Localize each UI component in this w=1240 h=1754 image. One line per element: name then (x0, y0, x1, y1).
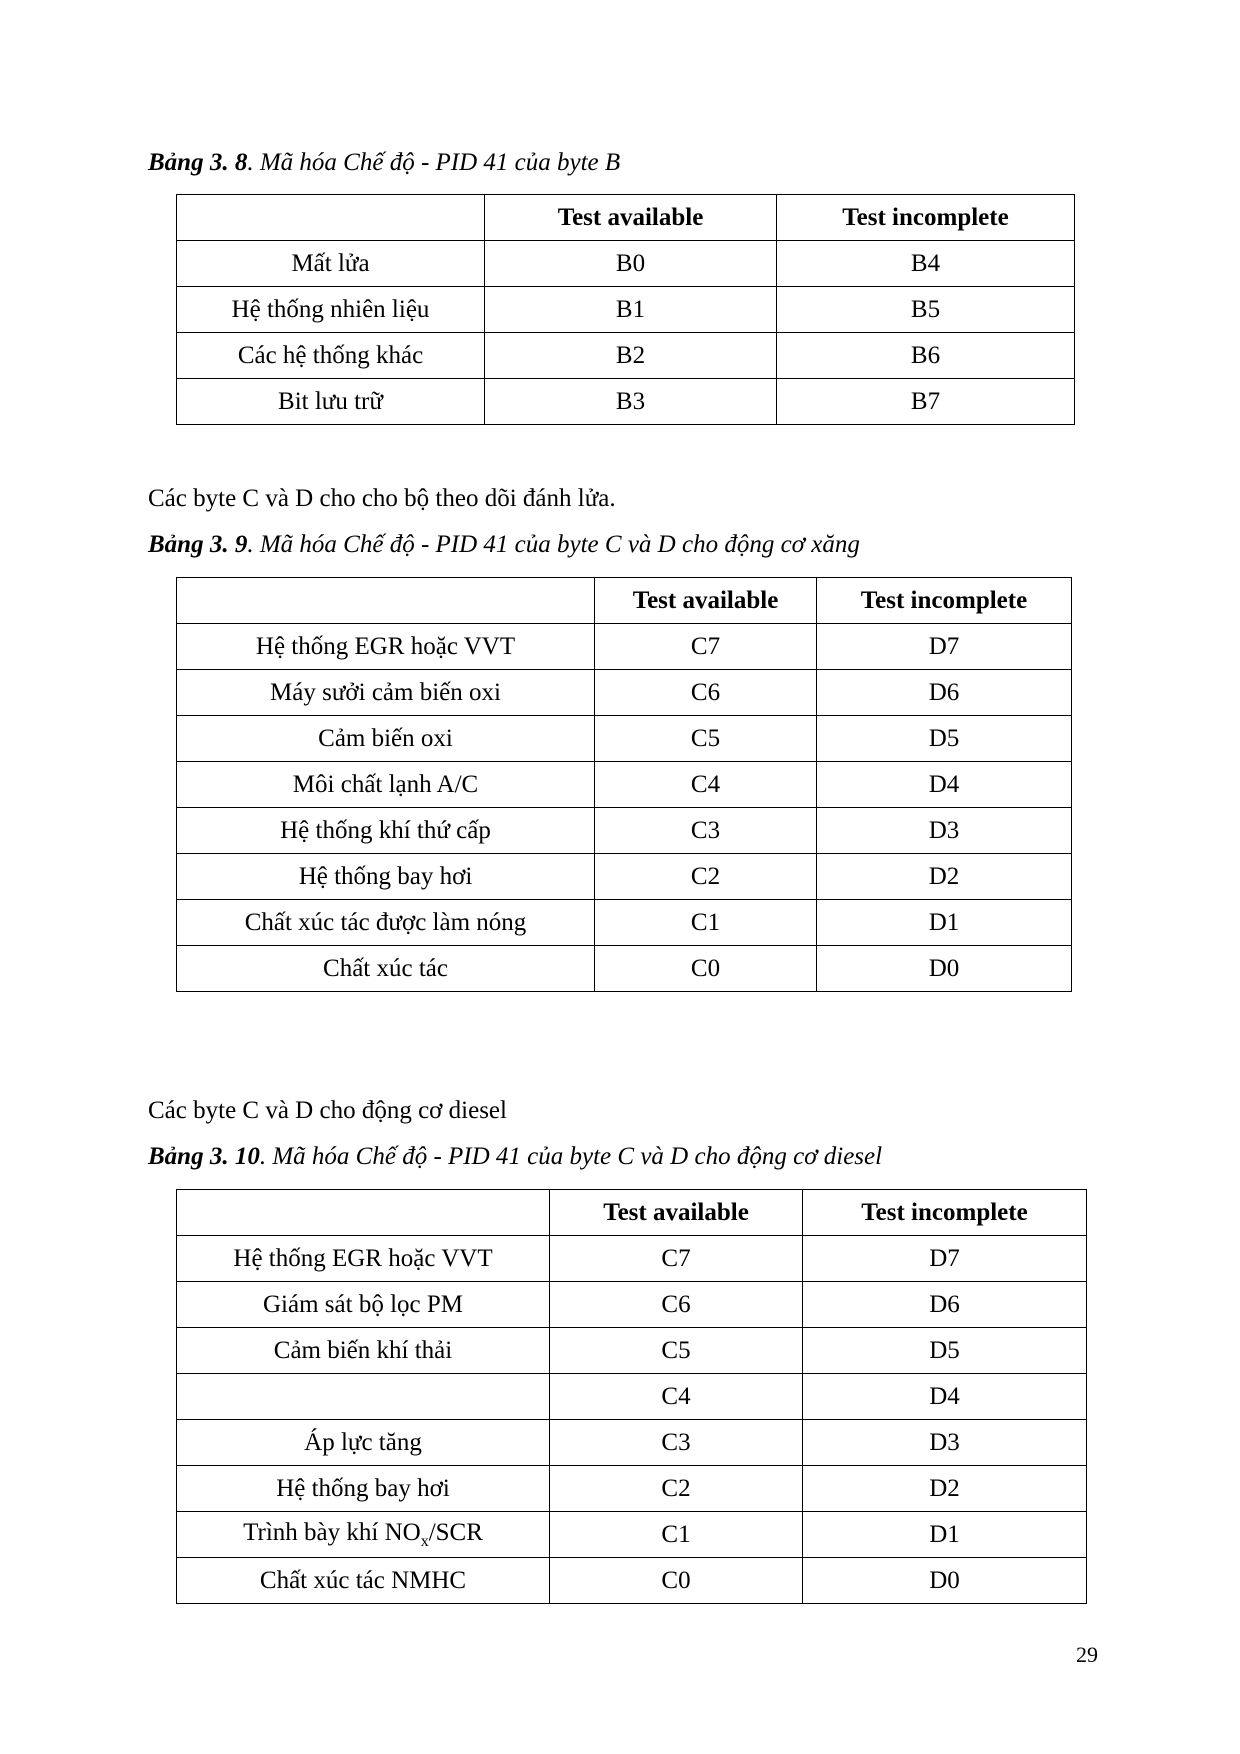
table-cell: D3 (803, 1420, 1087, 1466)
table-row (177, 624, 1072, 670)
table-row (177, 333, 1075, 379)
table-cell: Mất lửa (177, 241, 485, 287)
table-cell: D1 (803, 1512, 1087, 1558)
table-cell: C1 (550, 1512, 803, 1558)
page-number: 29 (1076, 1642, 1098, 1667)
caption-number: Bảng 3. 9 (148, 531, 248, 558)
table-cell: D2 (817, 854, 1072, 900)
table-header-row (177, 195, 1075, 241)
table-3-9 (176, 577, 1072, 992)
table-cell: Các hệ thống khác (177, 333, 485, 379)
table-cell: Chất xúc tác được làm nóng (177, 900, 595, 946)
table-cell: Hệ thống khí thứ cấp (177, 808, 595, 854)
table-header-row (177, 578, 1072, 624)
nox-suffix: /SCR (428, 1518, 483, 1546)
table-cell: D7 (817, 624, 1072, 670)
caption-text: . Mã hóa Chế độ - PID 41 của byte B (247, 149, 621, 176)
table-caption-3-10 (148, 1142, 882, 1172)
table-cell: B0 (485, 241, 777, 287)
table-row (177, 670, 1072, 716)
table-cell: D5 (817, 716, 1072, 762)
table-cell: C1 (595, 900, 817, 946)
table-cell: Hệ thống EGR hoặc VVT (177, 624, 595, 670)
header-cell: Test incomplete (803, 1190, 1087, 1236)
table-cell: C7 (550, 1236, 803, 1282)
table-cell (177, 1374, 550, 1420)
table-cell: Bit lưu trữ (177, 379, 485, 425)
table-cell: Hệ thống EGR hoặc VVT (177, 1236, 550, 1282)
table-row (177, 1374, 1087, 1420)
table-row (177, 287, 1075, 333)
table-cell: C0 (550, 1558, 803, 1604)
table-cell: D0 (817, 946, 1072, 992)
table-cell: C5 (595, 716, 817, 762)
table-cell: Hệ thống bay hơi (177, 1466, 550, 1512)
table-cell: B3 (485, 379, 777, 425)
paragraph-ignition-monitor: Các byte C và D cho cho bộ theo dõi đánh lửa. (148, 485, 616, 512)
table-cell: Chất xúc tác (177, 946, 595, 992)
header-cell (177, 578, 595, 624)
table-cell: C2 (550, 1466, 803, 1512)
table-caption-3-8 (148, 148, 620, 178)
table-cell: B2 (485, 333, 777, 379)
table-cell: D2 (803, 1466, 1087, 1512)
table-cell: D5 (803, 1328, 1087, 1374)
table-cell: C6 (595, 670, 817, 716)
table-cell: C0 (595, 946, 817, 992)
table-cell: Cảm biến khí thải (177, 1328, 550, 1374)
table-cell: C3 (595, 808, 817, 854)
header-cell: Test incomplete (817, 578, 1072, 624)
table-cell: D0 (803, 1558, 1087, 1604)
table-cell: D1 (817, 900, 1072, 946)
header-cell (177, 1190, 550, 1236)
table-cell: Hệ thống bay hơi (177, 854, 595, 900)
table-cell: C6 (550, 1282, 803, 1328)
table-cell: Máy sưởi cảm biến oxi (177, 670, 595, 716)
table-row (177, 379, 1075, 425)
table-cell: D4 (803, 1374, 1087, 1420)
table-row (177, 808, 1072, 854)
table-row (177, 1328, 1087, 1374)
table-cell: B1 (485, 287, 777, 333)
table-cell: B5 (777, 287, 1075, 333)
header-cell (177, 195, 485, 241)
table-3-10 (176, 1189, 1087, 1604)
table-cell: B4 (777, 241, 1075, 287)
table-cell: Cảm biến oxi (177, 716, 595, 762)
caption-text: . Mã hóa Chế độ - PID 41 của byte C và D cho động cơ diesel (259, 1143, 883, 1170)
table-cell: Áp lực tăng (177, 1420, 550, 1466)
paragraph-diesel: Các byte C và D cho động cơ diesel (148, 1097, 507, 1124)
table-cell: D3 (817, 808, 1072, 854)
header-cell: Test available (595, 578, 817, 624)
table-cell: D4 (817, 762, 1072, 808)
table-cell: Hệ thống nhiên liệu (177, 287, 485, 333)
caption-number: Bảng 3. 8 (148, 149, 248, 176)
nox-prefix: Trình bày khí NO (243, 1518, 421, 1546)
table-3-8 (176, 194, 1075, 425)
table-cell: C5 (550, 1328, 803, 1374)
table-row (177, 241, 1075, 287)
header-cell: Test incomplete (777, 195, 1075, 241)
table-row (177, 1420, 1087, 1466)
table-header-row (177, 1190, 1087, 1236)
table-cell-nox-scr (177, 1512, 550, 1558)
table-cell: Giám sát bộ lọc PM (177, 1282, 550, 1328)
table-row (177, 716, 1072, 762)
header-cell: Test available (485, 195, 777, 241)
table-cell: C4 (550, 1374, 803, 1420)
table-cell: C4 (595, 762, 817, 808)
table-cell: C2 (595, 854, 817, 900)
table-row (177, 854, 1072, 900)
table-row (177, 1282, 1087, 1328)
caption-text: . Mã hóa Chế độ - PID 41 của byte C và D cho động cơ xăng (247, 531, 860, 558)
table-cell: D7 (803, 1236, 1087, 1282)
table-cell: C7 (595, 624, 817, 670)
table-row (177, 1558, 1087, 1604)
table-cell: D6 (817, 670, 1072, 716)
nox-subscript: x (420, 1532, 429, 1550)
table-row (177, 1512, 1087, 1558)
table-cell: Chất xúc tác NMHC (177, 1558, 550, 1604)
table-cell: B6 (777, 333, 1075, 379)
caption-number: Bảng 3. 10 (148, 1143, 260, 1170)
table-cell: B7 (777, 379, 1075, 425)
table-row (177, 762, 1072, 808)
table-cell: D6 (803, 1282, 1087, 1328)
table-row (177, 1466, 1087, 1512)
header-cell: Test available (550, 1190, 803, 1236)
table-cell: C3 (550, 1420, 803, 1466)
table-row (177, 900, 1072, 946)
table-row (177, 1236, 1087, 1282)
table-caption-3-9 (148, 530, 860, 560)
table-cell: Môi chất lạnh A/C (177, 762, 595, 808)
table-row (177, 946, 1072, 992)
